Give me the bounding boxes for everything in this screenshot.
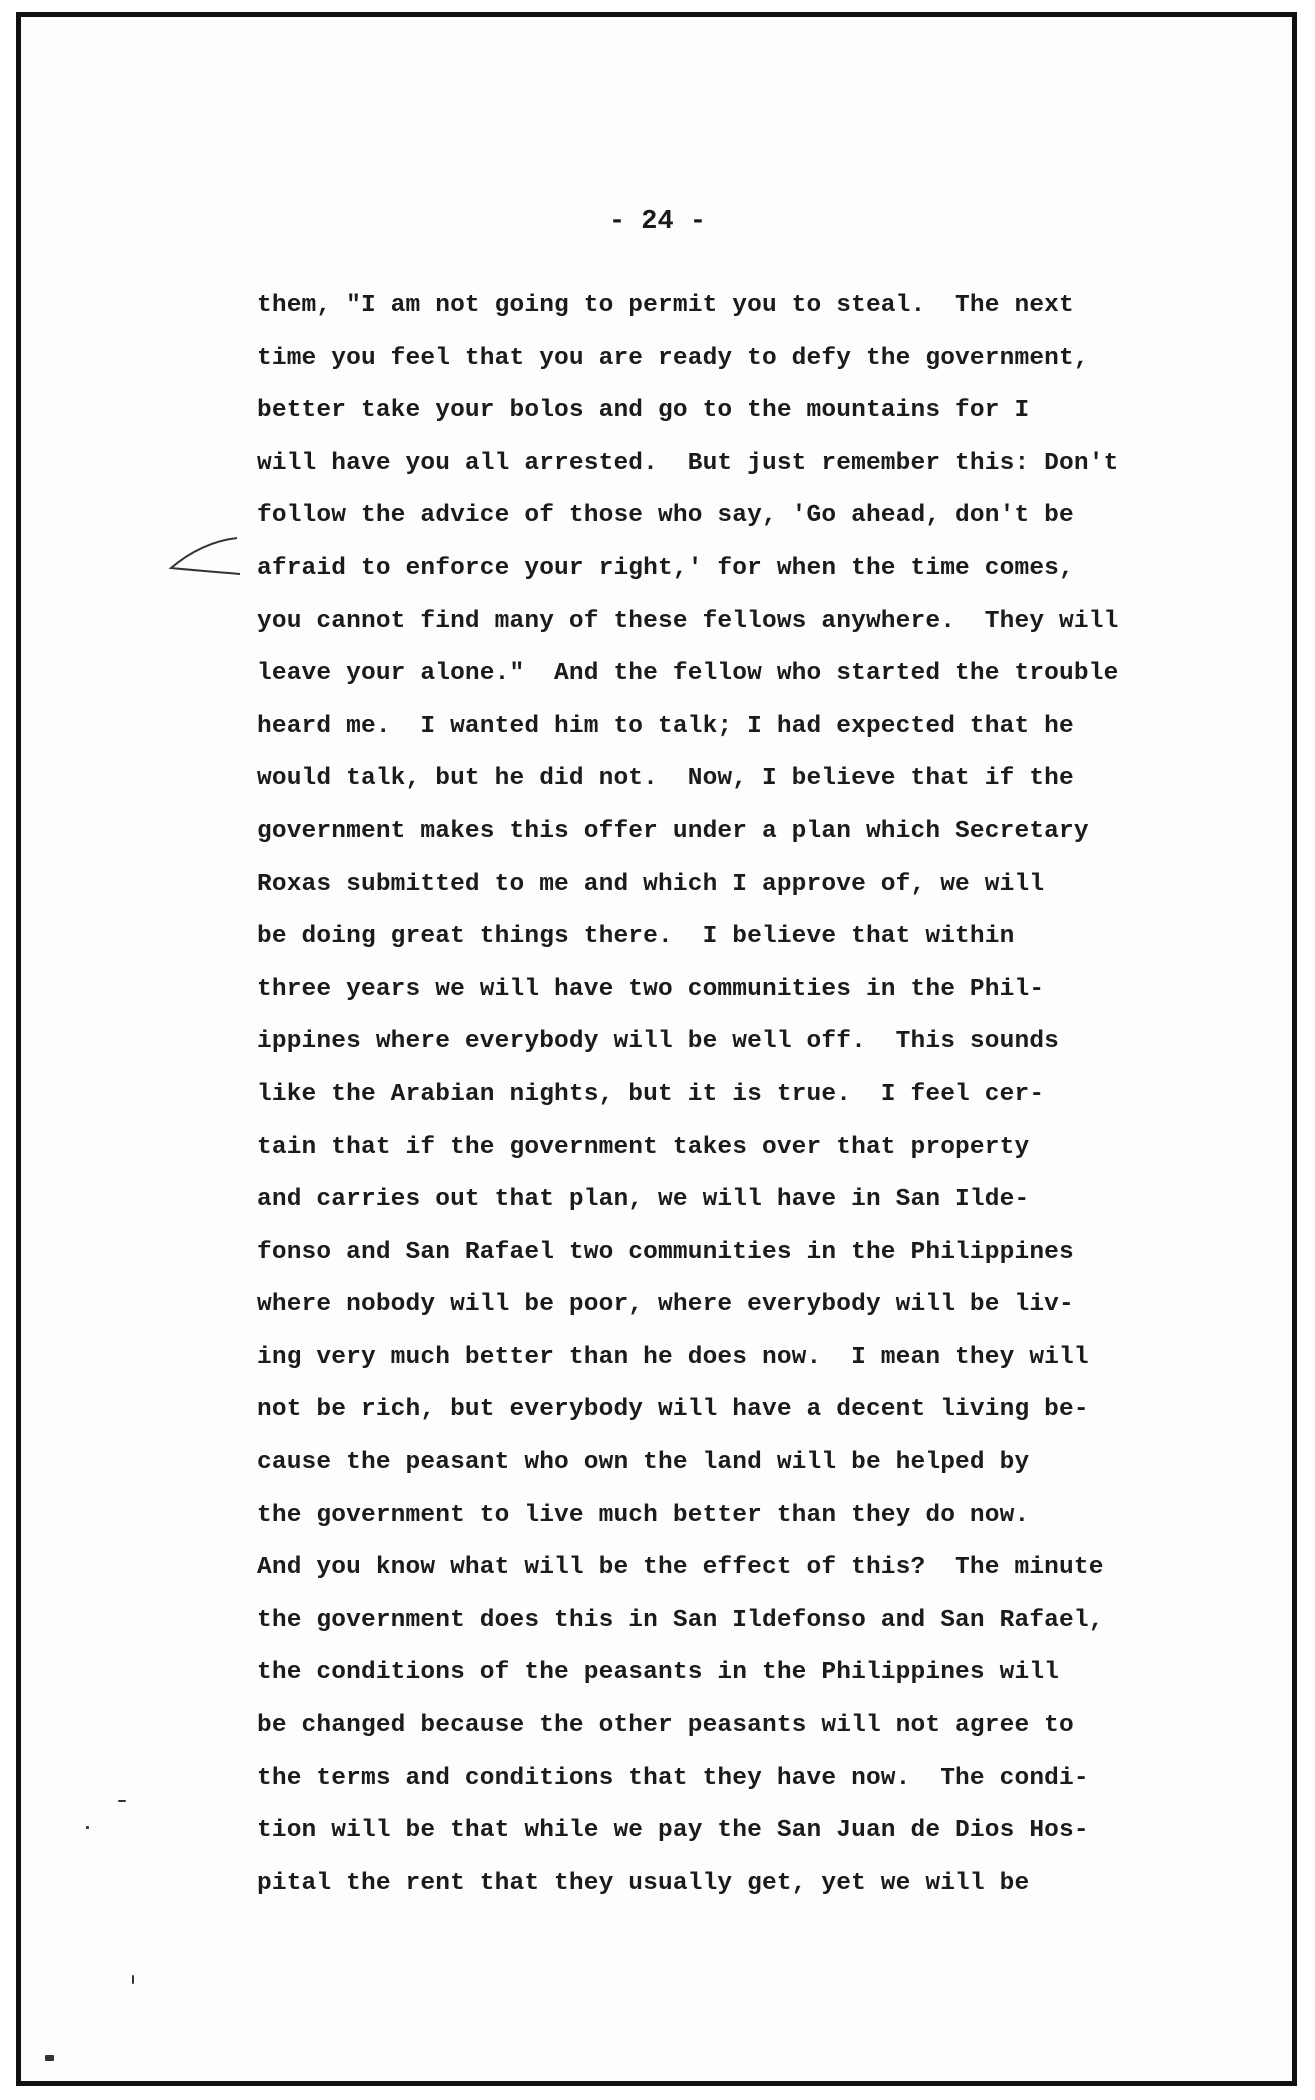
text-line: where nobody will be poor, where everybody will be liv-: [257, 1291, 1074, 1319]
text-line: leave your alone." And the fellow who started the trouble: [257, 660, 1119, 688]
text-line: tain that if the government takes over that property: [257, 1133, 1030, 1161]
text-line: three years we will have two communities in the Phil-: [257, 975, 1045, 1003]
scan-speck: [45, 2055, 54, 2061]
text-line: Roxas submitted to me and which I approve of, we will: [257, 870, 1045, 898]
text-line: cause the peasant who own the land will be helped by: [257, 1449, 1030, 1477]
page-number: - 24 -: [608, 207, 707, 237]
text-line: ippines where everybody will be well off. This sounds: [257, 1028, 1060, 1056]
text-line: follow the advice of those who say, 'Go ahead, don't be: [257, 502, 1074, 530]
text-line: them, "I am not going to permit you to steal. The next: [257, 292, 1074, 319]
scan-speck: [132, 1975, 134, 1984]
text-line: fonso and San Rafael two communities in the Philippines: [257, 1238, 1074, 1266]
text-line: and carries out that plan, we will have in San Ilde-: [257, 1186, 1030, 1214]
text-line: be changed because the other peasants will not agree to: [257, 1712, 1074, 1740]
typed-body-text: [257, 280, 1197, 1910]
text-line: ing very much better than he does now. I mean they will: [257, 1343, 1089, 1371]
text-line: the terms and conditions that they have now. The condi-: [257, 1764, 1089, 1792]
text-line: time you feel that you are ready to defy the government,: [257, 344, 1089, 372]
text-line: would talk, but he did not. Now, I believe that if the: [257, 765, 1074, 793]
text-line: pital the rent that they usually get, yet we will be: [257, 1869, 1030, 1897]
text-line: better take your bolos and go to the mountains for I: [257, 397, 1030, 425]
text-line: And you know what will be the effect of this? The minute: [257, 1554, 1104, 1582]
text-line: like the Arabian nights, but it is true. I feel cer-: [257, 1080, 1045, 1108]
text-line: the government does this in San Ildefonso and San Rafael,: [257, 1606, 1104, 1634]
text-line: tion will be that while we pay the San Juan de Dios Hos-: [257, 1817, 1089, 1845]
text-line: be doing great things there. I believe that within: [257, 923, 1015, 951]
text-line: afraid to enforce your right,' for when the time comes,: [257, 554, 1074, 582]
handwritten-margin-mark: [165, 532, 245, 582]
text-line: you cannot find many of these fellows anywhere. They will: [257, 607, 1119, 635]
text-line: government makes this offer under a plan which Secretary: [257, 817, 1089, 845]
scan-speck: [86, 1826, 89, 1829]
text-line: the government to live much better than they do now.: [257, 1501, 1030, 1529]
scan-speck: [118, 1800, 126, 1802]
text-line: will have you all arrested. But just remember this: Don't: [257, 449, 1119, 477]
text-line: heard me. I wanted him to talk; I had expected that he: [257, 712, 1074, 740]
text-line: the conditions of the peasants in the Philippines will: [257, 1659, 1060, 1687]
text-line: not be rich, but everybody will have a decent living be-: [257, 1396, 1089, 1424]
